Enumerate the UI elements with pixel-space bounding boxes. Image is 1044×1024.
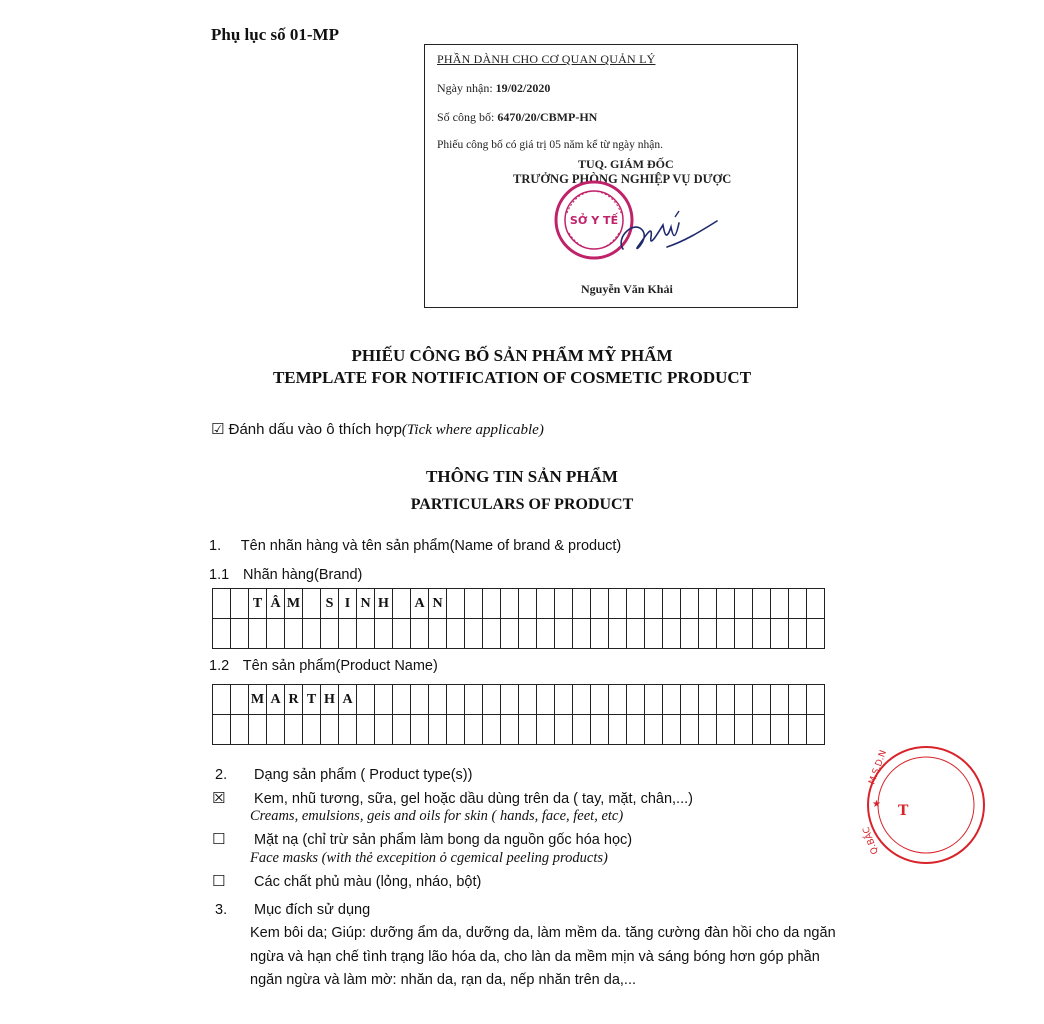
grid-cell: [663, 619, 681, 649]
item1-label-vn: Tên nhãn hàng và tên sản phẩm: [240, 538, 450, 554]
grid-cell: [645, 715, 663, 745]
brand-grid: [212, 588, 825, 649]
grid-cell: H: [375, 589, 393, 619]
item2-line: [215, 767, 472, 783]
grid-cell: [411, 619, 429, 649]
empty-checkbox-icon[interactable]: ☐: [212, 872, 226, 890]
grid-cell: [591, 685, 609, 715]
handwritten-signature: [605, 197, 725, 277]
grid-cell: M: [285, 589, 303, 619]
grid-cell: [501, 715, 519, 745]
item3-label: Mục đích sử dụng: [254, 902, 371, 918]
grid-cell: [267, 715, 285, 745]
grid-cell: [375, 619, 393, 649]
grid-cell: [537, 685, 555, 715]
grid-cell: [609, 589, 627, 619]
grid-cell: [393, 715, 411, 745]
option-creams-en: Creams, emulsions, geis and oils for skin ( hands, face, feet, etc): [250, 808, 624, 824]
purpose-text: Kem bôi da; Giúp: dưỡng ẩm da, dưỡng da, làm mềm da. tăng cường đàn hồi cho da ngăn ngừa và hạn chế tình trạng lão hóa da, cho làn da mềm mịn và sáng bóng hơn góp phần ngăn ngừa và làm mờ: nhăn da, rạn da, nếp nhăn trên da,...: [250, 925, 836, 988]
tick-note: [211, 420, 544, 439]
appendix-label: Phụ lục số 01-MP: [211, 25, 339, 44]
management-heading: PHẦN DÀNH CHO CƠ QUAN QUẢN LÝ: [437, 52, 656, 66]
grid-cell: [213, 715, 231, 745]
grid-cell: [735, 619, 753, 649]
grid-cell: [789, 619, 807, 649]
grid-cell: [501, 589, 519, 619]
grid-cell: [249, 715, 267, 745]
received-label: Ngày nhận:: [437, 81, 493, 95]
stamp-text-bottom: Q.BẮC: [861, 825, 881, 856]
grid-cell: N: [357, 589, 375, 619]
grid-cell: [231, 715, 249, 745]
grid-cell: [573, 685, 591, 715]
grid-cell: [465, 589, 483, 619]
grid-cell: [393, 589, 411, 619]
grid-cell: [537, 589, 555, 619]
item2-number: 2.: [215, 767, 228, 783]
grid-cell: [591, 619, 609, 649]
grid-cell: [375, 685, 393, 715]
grid-cell: [465, 619, 483, 649]
grid-cell: [303, 589, 321, 619]
grid-cell: [789, 685, 807, 715]
partial-company-stamp: [861, 735, 909, 875]
grid-cell: [231, 685, 249, 715]
grid-cell: [465, 715, 483, 745]
grid-cell: [375, 715, 393, 745]
number-value: 6470/20/CBMP-HN: [497, 110, 598, 124]
stamp-star-icon: ★: [872, 799, 881, 810]
grid-cell: [483, 619, 501, 649]
grid-cell: [447, 589, 465, 619]
grid-cell: [483, 685, 501, 715]
item1-label-en: (Name of brand & product): [449, 538, 622, 554]
grid-cell: N: [429, 589, 447, 619]
grid-cell: [735, 715, 753, 745]
management-box: [424, 44, 798, 308]
grid-cell: [591, 715, 609, 745]
grid-cell: [645, 619, 663, 649]
grid-cell: [447, 619, 465, 649]
grid-cell: [663, 589, 681, 619]
grid-cell: [447, 685, 465, 715]
grid-cell: [663, 715, 681, 745]
empty-checkbox-icon[interactable]: ☐: [212, 830, 226, 848]
grid-cell: [807, 715, 825, 745]
grid-cell: [231, 619, 249, 649]
option-colour-coatings: [212, 872, 481, 890]
grid-cell: [501, 619, 519, 649]
grid-cell: [735, 589, 753, 619]
grid-cell: H: [321, 685, 339, 715]
form-title-en: TEMPLATE FOR NOTIFICATION OF COSMETIC PRODUCT: [272, 368, 752, 387]
grid-cell: [393, 619, 411, 649]
grid-cell: [627, 685, 645, 715]
item1-line: [209, 538, 621, 554]
grid-cell: [285, 619, 303, 649]
option-creams-vn: Kem, nhũ tương, sữa, gel hoặc dầu dùng trên da ( tay, mặt, chân,...): [254, 791, 693, 807]
grid-cell: [573, 589, 591, 619]
grid-cell: [681, 685, 699, 715]
grid-cell: [519, 589, 537, 619]
notification-number-line: [437, 110, 597, 125]
grid-cell: [753, 715, 771, 745]
grid-cell: [537, 715, 555, 745]
grid-cell: [789, 589, 807, 619]
grid-cell: [411, 685, 429, 715]
grid-cell: [627, 589, 645, 619]
grid-cell: [321, 715, 339, 745]
grid-cell: T: [249, 589, 267, 619]
grid-cell: [681, 619, 699, 649]
seal-text: SỞ Y TẾ: [569, 214, 619, 227]
grid-cell: [519, 619, 537, 649]
grid-cell: [213, 619, 231, 649]
option-face-masks: [212, 830, 632, 848]
grid-cell: [357, 619, 375, 649]
grid-cell: [699, 619, 717, 649]
option-colour-coatings-vn: Các chất phủ màu (lỏng, nháo, bột): [254, 874, 482, 890]
grid-cell: [249, 619, 267, 649]
grid-cell: [339, 619, 357, 649]
signature-title-2: TRƯỞNG PHÒNG NGHIỆP VỤ DƯỢC: [513, 172, 732, 186]
grid-cell: [213, 685, 231, 715]
grid-cell: [771, 715, 789, 745]
product-name-grid: [212, 684, 825, 745]
grid-cell: [627, 619, 645, 649]
grid-cell: [699, 685, 717, 715]
product-grid-row-2: [213, 715, 825, 745]
grid-cell: [771, 619, 789, 649]
grid-cell: [555, 619, 573, 649]
grid-cell: [609, 715, 627, 745]
grid-cell: [537, 619, 555, 649]
grid-cell: [789, 715, 807, 745]
item1-1-number: 1.1: [209, 567, 230, 583]
grid-cell: [429, 619, 447, 649]
tick-note-en: (Tick where applicable): [401, 422, 544, 438]
grid-cell: [303, 619, 321, 649]
grid-cell: [519, 715, 537, 745]
grid-cell: [753, 619, 771, 649]
grid-cell: [807, 619, 825, 649]
option-face-masks-vn: Mặt nạ (chỉ trừ sản phẩm làm bong da nguồn gốc hóa học): [254, 832, 633, 848]
grid-cell: [303, 715, 321, 745]
grid-cell: [555, 685, 573, 715]
brand-grid-row-2: [213, 619, 825, 649]
grid-cell: [681, 589, 699, 619]
grid-cell: [699, 715, 717, 745]
option-creams: [212, 789, 693, 807]
grid-cell: [555, 589, 573, 619]
grid-cell: [267, 619, 285, 649]
crossed-checkbox-icon[interactable]: ☒: [212, 789, 226, 807]
received-date-line: [437, 81, 550, 96]
option-face-masks-en: Face masks (with thẻ excepition ỏ cgemical peeling products): [250, 850, 608, 866]
grid-cell: A: [267, 685, 285, 715]
tick-note-vn: Đánh dấu vào ô thích hợp: [228, 421, 402, 438]
product-label-en: (Product Name): [335, 658, 438, 674]
grid-cell: [681, 715, 699, 745]
grid-cell: A: [339, 685, 357, 715]
grid-cell: [483, 589, 501, 619]
grid-cell: [357, 715, 375, 745]
grid-cell: [213, 589, 231, 619]
grid-cell: [339, 715, 357, 745]
section-title-vn: THÔNG TIN SẢN PHẨM: [426, 467, 618, 486]
grid-cell: [447, 715, 465, 745]
stamp-text-top: M.S.D.N: [867, 749, 890, 787]
grid-cell: [321, 619, 339, 649]
section-title-en: PARTICULARS OF PRODUCT: [410, 496, 634, 513]
grid-cell: [771, 589, 789, 619]
grid-cell: Â: [267, 589, 285, 619]
grid-cell: [519, 685, 537, 715]
product-label-vn: Tên sản phẩm: [242, 658, 336, 674]
grid-cell: [645, 685, 663, 715]
item2-label: Dạng sản phẩm ( Product type(s)): [254, 767, 473, 783]
grid-cell: [807, 589, 825, 619]
item1-2-line: [209, 658, 438, 674]
grid-cell: [429, 715, 447, 745]
grid-cell: [753, 685, 771, 715]
checked-box-icon: ☑: [211, 420, 225, 438]
product-grid-row-1: [213, 685, 825, 715]
grid-cell: [573, 715, 591, 745]
grid-cell: [645, 589, 663, 619]
grid-cell: I: [339, 589, 357, 619]
grid-cell: [609, 619, 627, 649]
grid-cell: R: [285, 685, 303, 715]
signature-title-1: TUQ. GIÁM ĐỐC: [578, 157, 674, 171]
grid-cell: [717, 589, 735, 619]
grid-cell: [501, 685, 519, 715]
stamp-letter: T: [898, 803, 909, 819]
grid-cell: [231, 589, 249, 619]
grid-cell: [627, 715, 645, 745]
grid-cell: [573, 619, 591, 649]
grid-cell: [699, 589, 717, 619]
grid-cell: [753, 589, 771, 619]
grid-cell: [735, 685, 753, 715]
grid-cell: [717, 715, 735, 745]
received-value: 19/02/2020: [495, 81, 551, 95]
grid-cell: A: [411, 589, 429, 619]
grid-cell: M: [249, 685, 267, 715]
item1-2-number: 1.2: [209, 658, 230, 674]
item1-1-line: [209, 567, 362, 583]
grid-cell: [771, 685, 789, 715]
brand-label-en: (Brand): [313, 567, 363, 583]
grid-cell: [591, 589, 609, 619]
number-label: Số công bố:: [437, 110, 495, 124]
brand-label-vn: Nhãn hàng: [243, 567, 314, 583]
item3-number: 3.: [215, 902, 228, 918]
grid-cell: [483, 715, 501, 745]
grid-cell: [429, 685, 447, 715]
grid-cell: [609, 685, 627, 715]
validity-note: Phiếu công bố có giá trị 05 năm kể từ ngày nhận.: [437, 139, 663, 151]
grid-cell: [357, 685, 375, 715]
grid-cell: [717, 685, 735, 715]
signer-name: Nguyễn Văn Khải: [581, 282, 673, 296]
grid-cell: [411, 715, 429, 745]
grid-cell: [807, 685, 825, 715]
grid-cell: T: [303, 685, 321, 715]
grid-cell: [663, 685, 681, 715]
item1-number: 1.: [209, 538, 222, 554]
grid-cell: [555, 715, 573, 745]
brand-grid-row-1: [213, 589, 825, 619]
grid-cell: [465, 685, 483, 715]
grid-cell: S: [321, 589, 339, 619]
grid-cell: [393, 685, 411, 715]
item3-line: [215, 902, 370, 918]
grid-cell: [717, 619, 735, 649]
grid-cell: [285, 715, 303, 745]
form-title-vn: PHIẾU CÔNG BỐ SẢN PHẨM MỸ PHẨM: [351, 346, 673, 365]
